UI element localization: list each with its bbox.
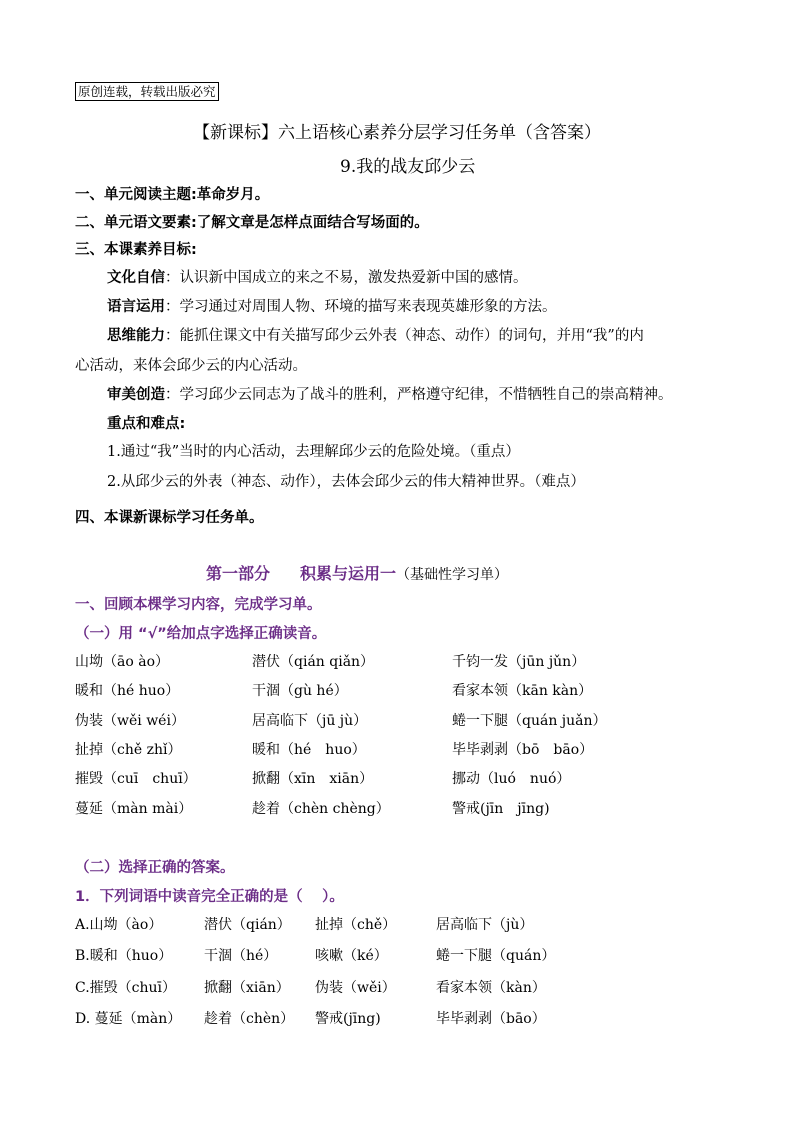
option-a-word: 扯掉（chě） xyxy=(315,917,397,933)
list-item: 千钧一发（jūn jǔn） xyxy=(452,654,586,670)
goal-language-text: ：学习通过对周围人物、环境的描写来表现英雄形象的方法。 xyxy=(165,299,557,315)
list-item: 居高临下（jū jù） xyxy=(252,713,368,729)
list-item: 摧毁（cuī chuī） xyxy=(75,771,197,787)
part-label: 第一部分 xyxy=(206,564,271,583)
copyright-stamp: 原创连载，转载出版必究 xyxy=(75,82,219,101)
list-item: 暖和（hé huo） xyxy=(252,742,366,758)
lesson-title: 9.我的战友邱少云 xyxy=(340,157,476,177)
key-point-1: 1.通过“我”当时的内心活动，去理解邱少云的危险处境。（重点） xyxy=(107,444,520,460)
option-a-word: 居高临下（jù） xyxy=(436,917,534,933)
goal-culture-label: 文化自信 xyxy=(107,270,165,286)
list-item: 挪动（luó nuó） xyxy=(452,771,571,787)
part-heading xyxy=(206,561,508,584)
option-c-word: 看家本领（kàn） xyxy=(436,980,546,996)
option-c-word: 伪装（wěi） xyxy=(315,980,396,996)
option-d: D. 蔓延（màn） xyxy=(75,1011,182,1027)
goal-thinking-label: 思维能力 xyxy=(107,328,165,344)
goals-heading: 三、本课素养目标: xyxy=(75,242,197,258)
list-item: 看家本领（kān kàn） xyxy=(452,683,593,699)
part-note: （基础性学习单） xyxy=(396,567,509,583)
list-item: 掀翻（xīn xiān） xyxy=(252,771,374,787)
key-points-heading: 重点和难点: xyxy=(107,416,186,432)
task-heading: 四、本课新课标学习任务单。 xyxy=(75,510,264,526)
option-c: C.摧毁（chuī） xyxy=(75,980,177,996)
option-c-word: 掀翻（xiān） xyxy=(204,980,290,996)
question-1: 1．下列词语中读音完全正确的是（ ）。 xyxy=(75,889,344,905)
option-b-word: 干涸（hé） xyxy=(204,948,278,964)
list-item: 蔓延（màn mài） xyxy=(75,801,193,817)
goal-language-label: 语言运用 xyxy=(107,299,165,315)
key-point-2: 2.从邱少云的外表（神态、动作），去体会邱少云的伟大精神世界。（难点） xyxy=(107,474,585,490)
goal-thinking-text: ：能抓住课文中有关描写邱少云外表（神态、动作）的词句，并用“我”的内 xyxy=(165,328,644,344)
list-item: 蜷一下腿（quán juǎn） xyxy=(452,713,607,729)
review-heading: 一、回顾本棵学习内容，完成学习单。 xyxy=(75,597,322,613)
option-b: B.暖和（huo） xyxy=(75,948,173,964)
option-b-word: 咳嗽（ké） xyxy=(315,948,388,964)
option-d-word: 警戒(jīng) xyxy=(315,1011,381,1027)
list-item: 潜伏（qián qiǎn） xyxy=(252,654,375,670)
goal-aesthetic-label: 审美创造 xyxy=(107,387,165,403)
list-item: 毕毕剥剥（bō bāo） xyxy=(452,742,594,758)
list-item: 暖和（hé huo） xyxy=(75,683,180,699)
goal-thinking-continued: 心活动，来体会邱少云的内心活动。 xyxy=(75,358,307,374)
goal-aesthetic-text: ：学习邱少云同志为了战斗的胜利，严格遵守纪律，不惜牺牲自己的崇高精神。 xyxy=(165,387,673,403)
page-title: 【新课标】六上语核心素养分层学习任务单（含答案） xyxy=(193,123,601,143)
unit-element: 二、单元语文要素:了解文章是怎样点面结合写场面的。 xyxy=(75,215,429,231)
goal-aesthetic xyxy=(107,383,673,404)
list-item: 警戒(jīn jīng) xyxy=(452,801,550,817)
list-item: 干涸（gù hé） xyxy=(252,683,348,699)
goal-language xyxy=(107,295,557,316)
section2-heading: （二）选择正确的答案。 xyxy=(75,860,235,876)
option-a: A.山坳（ào） xyxy=(75,917,163,933)
unit-theme: 一、单元阅读主题:革命岁月。 xyxy=(75,187,270,203)
list-item: 伪装（wěi wéi） xyxy=(75,713,185,729)
option-d-word: 趁着（chèn） xyxy=(204,1011,295,1027)
goal-culture-text: ：认识新中国成立的来之不易，激发热爱新中国的感情。 xyxy=(165,270,528,286)
section1-heading: （一）用 “√”给加点字选择正确读音。 xyxy=(75,626,327,642)
list-item: 趁着（chèn chèng） xyxy=(252,801,390,817)
list-item: 扯掉（chě zhǐ） xyxy=(75,742,182,758)
option-d-word: 毕毕剥剥（bāo） xyxy=(436,1011,546,1027)
goal-thinking xyxy=(107,324,644,345)
list-item: 山坳（āo ào） xyxy=(75,654,170,670)
part-name: 积累与运用一 xyxy=(300,564,397,583)
goal-culture xyxy=(107,266,528,287)
option-b-word: 蜷一下腿（quán） xyxy=(436,948,556,964)
option-a-word: 潜伏（qián） xyxy=(204,917,291,933)
